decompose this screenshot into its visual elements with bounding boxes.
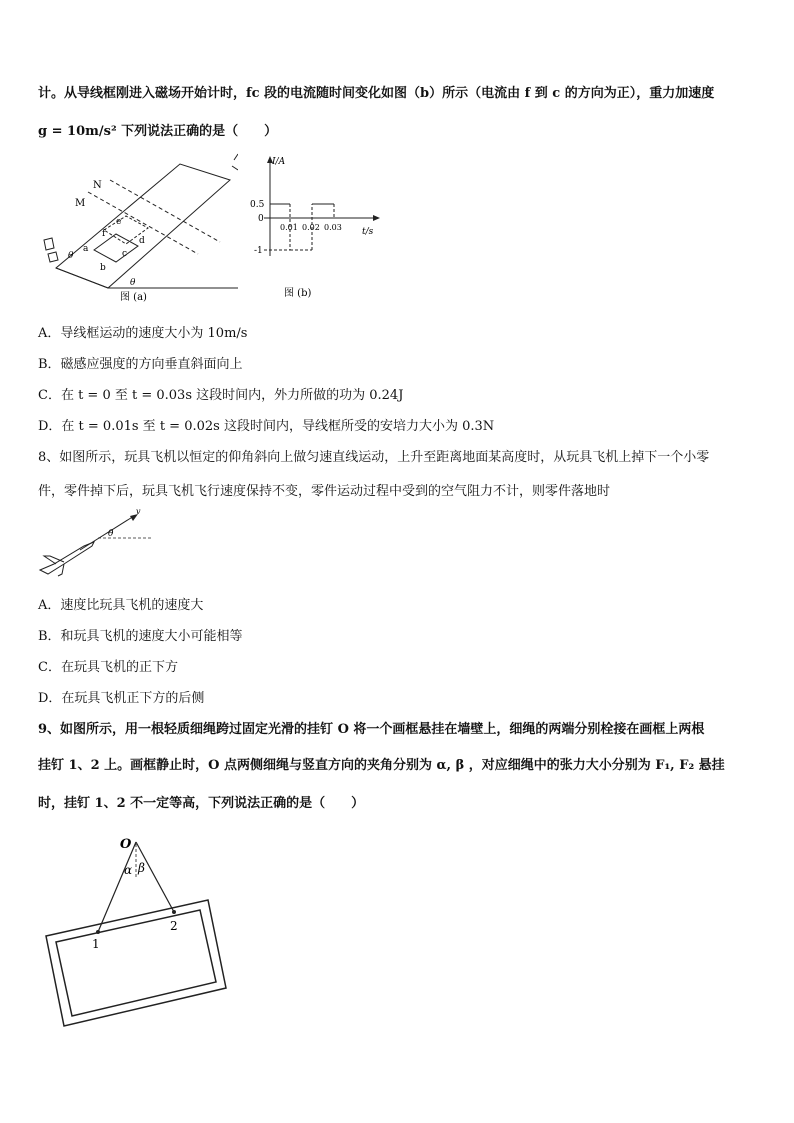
- q7-figure-b: [244, 152, 394, 302]
- q7-text-line2: g = 10m/s² 下列说法正确的是（ ）: [38, 124, 278, 139]
- q9-text-line3: 时，挂钉 1、2 不一定等高，下列说法正确的是（ ）: [38, 796, 365, 811]
- fig-a-label-e: e: [116, 217, 122, 227]
- fig-b-ytick-0: 0: [258, 214, 264, 224]
- fig-a-label-n: N: [93, 180, 102, 191]
- fig-a-label-m: M: [75, 198, 86, 209]
- q8-fig-v: v: [136, 507, 141, 516]
- fig-a-label-f: f: [102, 229, 106, 239]
- fig-a-theta-2: θ: [130, 278, 136, 288]
- q8-figure-plane: [34, 506, 164, 582]
- q8-option-c: C．在玩具飞机的正下方: [38, 660, 178, 675]
- fig-b-caption: 图 (b): [284, 288, 312, 299]
- fig-a-label-d: d: [139, 236, 145, 246]
- q7-text-line1: 计。从导线框刚进入磁场开始计时，fc 段的电流随时间变化如图（b）所示（电流由 f 到 c 的方向为正），重力加速度: [38, 86, 715, 101]
- fig-a-caption: 图 (a): [120, 292, 147, 303]
- q8-text-line2: 件，零件掉下后，玩具飞机飞行速度保持不变，零件运动过程中受到的空气阻力不计，则零件落地时: [38, 484, 611, 499]
- q9-fig-peg2: 2: [170, 919, 178, 933]
- q8-text-line1: 8、如图所示，玩具飞机以恒定的仰角斜向上做匀速直线运动，上升至距离地面某高度时，从玩具飞机上掉下一个小零: [38, 450, 710, 465]
- q9-text-line2: 挂钉 1、2 上。画框静止时，O 点两侧细绳与竖直方向的夹角分别为 α, β ，对应细绳中的张力大小分别为 F₁, F₂ 悬挂: [38, 758, 725, 773]
- q8-option-d: D．在玩具飞机正下方的后侧: [38, 691, 205, 706]
- q7-figure-a: [38, 148, 238, 308]
- q9-fig-peg1: 1: [92, 937, 100, 951]
- fig-b-xtick-001: 0.01: [280, 223, 298, 232]
- q9-fig-alpha: α: [124, 863, 133, 877]
- q9-figure-frame: [40, 832, 230, 1032]
- q7-option-b: B．磁感应强度的方向垂直斜面向上: [38, 357, 243, 372]
- fig-b-ylabel: I/A: [272, 157, 286, 167]
- q7-option-d: D．在 t = 0.01s 至 t = 0.02s 这段时间内，导线框所受的安培力大小为 0.3N: [38, 419, 495, 434]
- fig-b-xtick-003: 0.03: [324, 223, 342, 232]
- q8-fig-theta: θ: [108, 529, 114, 539]
- fig-a-label-c: c: [122, 249, 128, 259]
- q9-text-line1: 9、如图所示，用一根轻质细绳跨过固定光滑的挂钉 O 将一个画框悬挂在墙壁上，细绳的两端分别栓接在画框上两根: [38, 722, 705, 737]
- fig-b-ytick-0-5: 0.5: [250, 200, 265, 210]
- fig-a-label-a: a: [83, 244, 89, 254]
- fig-a-label-b: b: [100, 263, 106, 273]
- fig-b-xtick-002: 0.02: [302, 223, 320, 232]
- q8-option-a: A．速度比玩具飞机的速度大: [38, 598, 204, 613]
- fig-a-theta-1: θ: [68, 251, 74, 261]
- fig-b-ytick-neg1: -1: [254, 246, 263, 256]
- q9-fig-beta: β: [138, 861, 145, 875]
- fig-b-xlabel: t/s: [362, 227, 374, 237]
- q9-fig-o: O: [120, 837, 132, 852]
- q7-option-a: A．导线框运动的速度大小为 10m/s: [38, 326, 248, 341]
- q8-option-b: B．和玩具飞机的速度大小可能相等: [38, 629, 243, 644]
- q7-option-c: C．在 t = 0 至 t = 0.03s 这段时间内，外力所做的功为 0.24J: [38, 388, 404, 403]
